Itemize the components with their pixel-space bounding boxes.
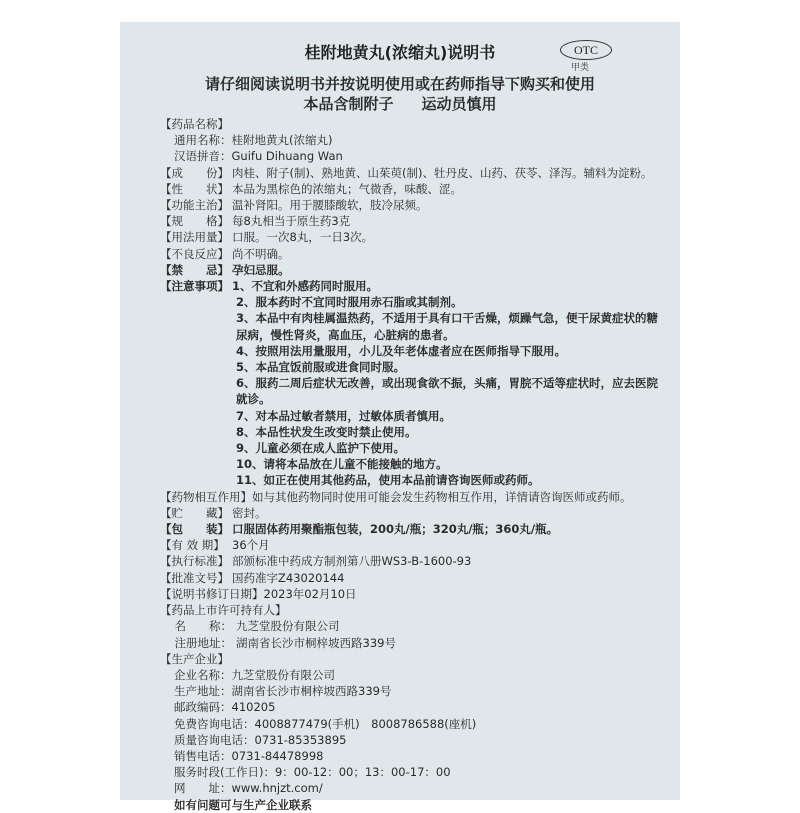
athlete-caution-note: 运动员慎用 [421,95,497,113]
pinyin-value: Guifu Dihuang Wan [231,149,343,164]
contains-aconite-note: 本品含制附子 [303,95,394,113]
adverse-value: 尚不明确。 [232,246,290,261]
precaution-item: 3、本品中有肉桂属温热药，不适用于具有口干舌燥，烦躁气急，便干尿黄症状的糖尿病，慢性肾炎，高血压，心脏病的患者。 [236,311,658,342]
holder-address-label: 注册地址： [174,635,232,650]
ingredients-row [160,165,660,181]
postcode-label: 邮政编码： [174,700,232,715]
standard-row [160,553,660,569]
precaution-item: 11、如正在使用其他药品，使用本品前请咨询医师或药师。 [236,473,540,488]
otc-class-label: 甲类 [571,63,590,73]
website-value: www.hnjzt.com/ [231,781,323,796]
indication-value: 温补肾阳。用于腰膝酸软，肢冷尿频。 [232,198,428,213]
storage-row [160,505,660,521]
contraindication-value: 孕妇忌服。 [232,262,290,277]
document-title: 桂附地黄丸(浓缩丸)说明书 [304,43,496,62]
holder-section [160,618,660,650]
spec-value: 每8丸相当于原生药3克 [232,214,351,229]
otc-badge: OTC [560,40,612,60]
validity-row [160,537,660,553]
sales-phone-value: 0731-84478998 [231,748,324,763]
precautions-section [160,278,660,489]
sales-phone-label: 销售电话： [174,748,232,763]
leaflet-body [160,116,660,813]
interaction-row [160,489,660,505]
precautions-label: 【注意事项】 [160,279,229,294]
service-hours-value: 9：00-12：00；13：00-17：00 [274,765,451,780]
adverse-row [160,246,660,262]
standard-label: 【执行标准】 [160,554,229,569]
spec-row [160,213,660,229]
precaution-item: 4、按照用法用量服用，小儿及年老体虚者应在医师指导下服用。 [236,343,566,358]
pinyin-row [160,148,660,164]
common-name-label: 通用名称： [174,133,232,148]
drug-name-heading: 【药品名称】 [160,117,229,131]
usage-label: 【用法用量】 [160,230,229,245]
interaction-label: 【药物相互作用】 [160,489,252,504]
precaution-item: 7、对本品过敏者禁用，过敏体质者慎用。 [236,408,451,423]
precaution-item: 2、服本药时不宜同时服用赤石脂或其制剂。 [236,295,463,310]
holder-name-value: 九芝堂股份有限公司 [236,619,340,634]
package-label: 【包 装】 [160,522,229,537]
character-label: 【性 状】 [160,181,229,196]
usage-value: 口服。一次8丸，一日3次。 [232,230,374,245]
approval-row [160,570,660,586]
contraindication-label: 【禁 忌】 [160,262,229,277]
storage-value: 密封。 [232,505,267,520]
precaution-item: 6、服药二周后症状无改善，或出现食欲不振，头痛，胃脘不适等症状时，应去医院就诊。 [236,376,658,407]
standard-value: 部颁标准中药成方制剂第八册WS3-B-1600-93 [232,554,472,569]
precaution-item: 8、本品性状发生改变时禁止使用。 [236,424,417,439]
precaution-item: 9、儿童必须在成人监护下使用。 [236,441,405,456]
athlete-warning [0,93,800,114]
contact-footer: 如有问题可与生产企业联系 [174,797,312,812]
spec-label: 【规 格】 [160,214,229,229]
precaution-item: 1、不宜和外感药同时服用。 [232,279,379,294]
website-label: 网 址： [174,781,232,796]
usage-warning: 请仔细阅读说明书并按说明使用或在药师指导下购买和使用 [204,75,595,93]
mfr-address-label: 生产地址： [174,684,232,699]
quality-phone-value: 0731-85353895 [254,732,347,747]
indication-row [160,197,660,213]
character-row [160,181,660,197]
manufacturer-heading: 【生产企业】 [160,651,229,666]
package-row [160,521,660,537]
service-hours-label: 服务时段(工作日)： [174,765,275,780]
indication-label: 【功能主治】 [160,198,229,213]
revision-label: 【说明书修订日期】 [160,586,264,601]
quality-phone-label: 质量咨询电话： [174,732,255,747]
adverse-label: 【不良反应】 [160,246,229,261]
holder-heading: 【药品上市许可持有人】 [160,603,287,618]
common-name-value: 桂附地黄丸(浓缩丸) [231,133,333,148]
validity-label: 【有 效 期】 [160,538,225,553]
holder-name-label: 名 称： [174,619,232,634]
ingredients-label: 【成 份】 [160,165,229,180]
revision-value: 2023年02月10日 [263,586,357,601]
mfr-address-value: 湖南省长沙市桐梓坡西路339号 [231,684,392,699]
approval-label: 【批准文号】 [160,570,229,585]
character-value: 本品为黑棕色的浓缩丸；气微香，味酸、涩。 [232,181,462,196]
validity-value: 36个月 [232,538,270,553]
revision-row [160,586,660,602]
usage-row [160,229,660,245]
contraindication-row [160,262,660,278]
hotline-label: 免费咨询电话： [174,716,255,731]
interaction-value: 如与其他药物同时使用可能会发生药物相互作用，详情请咨询医师或药师。 [252,489,632,504]
postcode-value: 410205 [231,700,276,715]
package-value: 口服固体药用聚酯瓶包装，200丸/瓶；320丸/瓶；360丸/瓶。 [232,522,559,537]
common-name-row [160,132,660,148]
mfr-name-value: 九芝堂股份有限公司 [231,667,335,682]
precaution-item: 5、本品宜饭前服或进食同时服。 [236,360,405,375]
hotline-value: 4008877479(手机) 8008786588(座机) [254,716,477,731]
approval-value: 国药准字Z43020144 [232,570,345,585]
pinyin-label: 汉语拼音： [174,149,232,164]
mfr-name-label: 企业名称： [174,667,232,682]
ingredients-value: 肉桂、附子(制)、熟地黄、山茱萸(制)、牡丹皮、山药、茯苓、泽泻。辅料为淀粉。 [232,165,653,180]
storage-label: 【贮 藏】 [160,505,229,520]
precaution-item: 10、请将本品放在儿童不能接触的地方。 [236,457,448,472]
holder-address-value: 湖南省长沙市桐梓坡西路339号 [236,635,396,650]
manufacturer-section [160,667,660,797]
